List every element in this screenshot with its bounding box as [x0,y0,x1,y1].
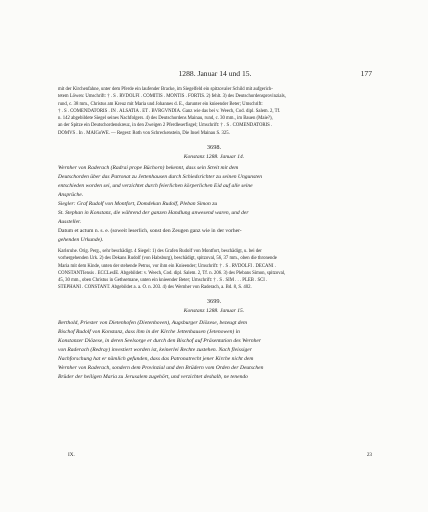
note-line: tetem Löwen: Umschrift: † . S . RVDOLFI . COMITIS . MONTIS . FORTIS. 2) fehlt. 3) des Deutschordensprovinzials, [58,94,286,100]
note-line: DOMVS . In . MAIGoWE. — Regest: Roth von Schreckenstein, Die Insel Mainau S. 325. [58,130,230,136]
note-line: † . S . COMENDATORIS . IN . ALSATIA . ET . BVRGVNDIA. Ganz wie das bei v. Weech, Cod. dipl. Salem. 2, Tf. [58,108,281,114]
document-number-3699: 3699. [206,298,222,305]
page-header [58,69,372,79]
note-line: Karlsruhe. Orig. Perg., sehr beschädigt. 4 Siegel: 1) des Grafen Rudolf von Montfort, beschädigt, u. bei der [58,249,262,254]
regest-line: Wernher von Raderach (Radrai prope Büchorn) bekennt, dass sein Streit mit dem [58,165,239,171]
notes-3698 [58,248,372,292]
regest-line: Wernher von Raderach, sondern dem Provinzial und den Brüdern vom Orden der Deutschen [58,364,264,371]
regest-3699 [58,319,372,382]
note-line: mit der Kirchenfahne, unter dem Pferde ein laufender Bracke, im Siegelfeld ein spitzovaler Schild mit aufgerich- [58,87,273,92]
note-line: an der Spitze ein Deutschordenskreuz, in den Zweigen 2 Pferdleserfisgel; Umschrift: † . S . COMENDATORIS . [58,123,273,129]
regest-line: Konstanzer Diözese, in deren Seelsorge er durch den Bischof auf Präsentation des Wernher [58,337,261,344]
regest-line: Ansprüche. [58,191,84,198]
previous-document-notes [58,86,372,137]
regest-line: Berthold, Priester von Dietenhofen (Dietenhoven), Augsburger Diözese, bezeugt dem [58,320,248,326]
dateline-3699: Konstanz 1288. Januar 15. [183,308,245,314]
regest-line: Datum et actum n. s. e. (soweit leserlich, sonst den Zeugen ganz wie in der vorher- [58,227,242,234]
page-number: 177 [360,69,372,78]
folio-number: 23 [366,452,372,458]
regest-line: Brüder der heiligen Maria zu Jerusalem zugehört, und verzichtet deshalb, ne tenendo [58,373,248,380]
note-line: rund, c. 38 mm., Christus am Kreuz mit Maria und Johannes d. E., darunter ein knieender Beter; Umschrift: [58,101,263,107]
note-line: 45, 30 mm., oben Christus in Gethsemane, unten ein knieender Beter; Umschrift: † . S . SIM . . . PLEB . SCI . [58,278,268,284]
running-title: 1288. Januar 14 und 15. [178,69,252,78]
regest-line: Deutschorden über das Patronat zu Jettenhausen durch Schiedsrichter zu seinen Ungunsten [58,173,262,180]
document-number-3698: 3698. [206,144,222,151]
signature-mark: IX. [68,452,75,458]
note-line: CONSTANTIensis . ECCLesIE. Abgebildet: v. Weech, Cod. dipl. Salem. 2, Tf. n. 206. 3) des Plebans Simon, spitzoval, [58,270,286,276]
note-line: Maria mit dem Kinde, unten der stehende Petrus, vor ihm ein Knieender; Umschrift: † . S . RVDOLFI . DECANI . [58,263,276,269]
regest-line: gehenden Urkunde). [58,236,104,243]
regest-line: Siegler: Graf Rudolf von Montfort, Domdekan Rudolf, Pleban Simon zu [58,200,218,207]
note-line: vorhergehenden Urk. 2) des Dekans Rudolf (von Habsburg), beschädigt, spitzoval, 56, 37 mm., oben die thronende [58,256,277,262]
regest-line: entschieden worden sei, und verzichtet durch feierlichen körperlichen Eid auf alle seine [58,182,253,189]
regest-line: von Raderach (Redray) investiert worden ist, keinerlei Rechte zustehen. Nach fleissiger [58,346,252,353]
note-line: STEPHANI . CONSTANT. Abgebildet a. a. O. n. 203. 4) des Wernher von Raderach, a. Bd. 8, S. 402. [58,285,252,291]
regest-line: Aussteller. [58,218,81,225]
regest-line: Nachforschung hat er nämlich gefunden, dass das Patronatrecht jener Kirche nicht dem [58,355,254,362]
regest-3698 [58,164,372,245]
regest-line: Bischof Rudolf von Konstanz, dass ihm in der Kirche Jettenhausen (Jetenowen) in [58,328,240,335]
regest-line: St. Stephan in Konstanz, die während der ganzen Handlung anwesend waren, und der [58,209,249,216]
note-line: n. 142 abgebildete Siegel seines Nachfolgers. 4) des Deutschordens Mainau, rund, c. 30 mm., im Bauen (Maie?), [58,116,273,122]
dateline-3698: Konstanz 1288. Januar 14. [183,154,245,160]
